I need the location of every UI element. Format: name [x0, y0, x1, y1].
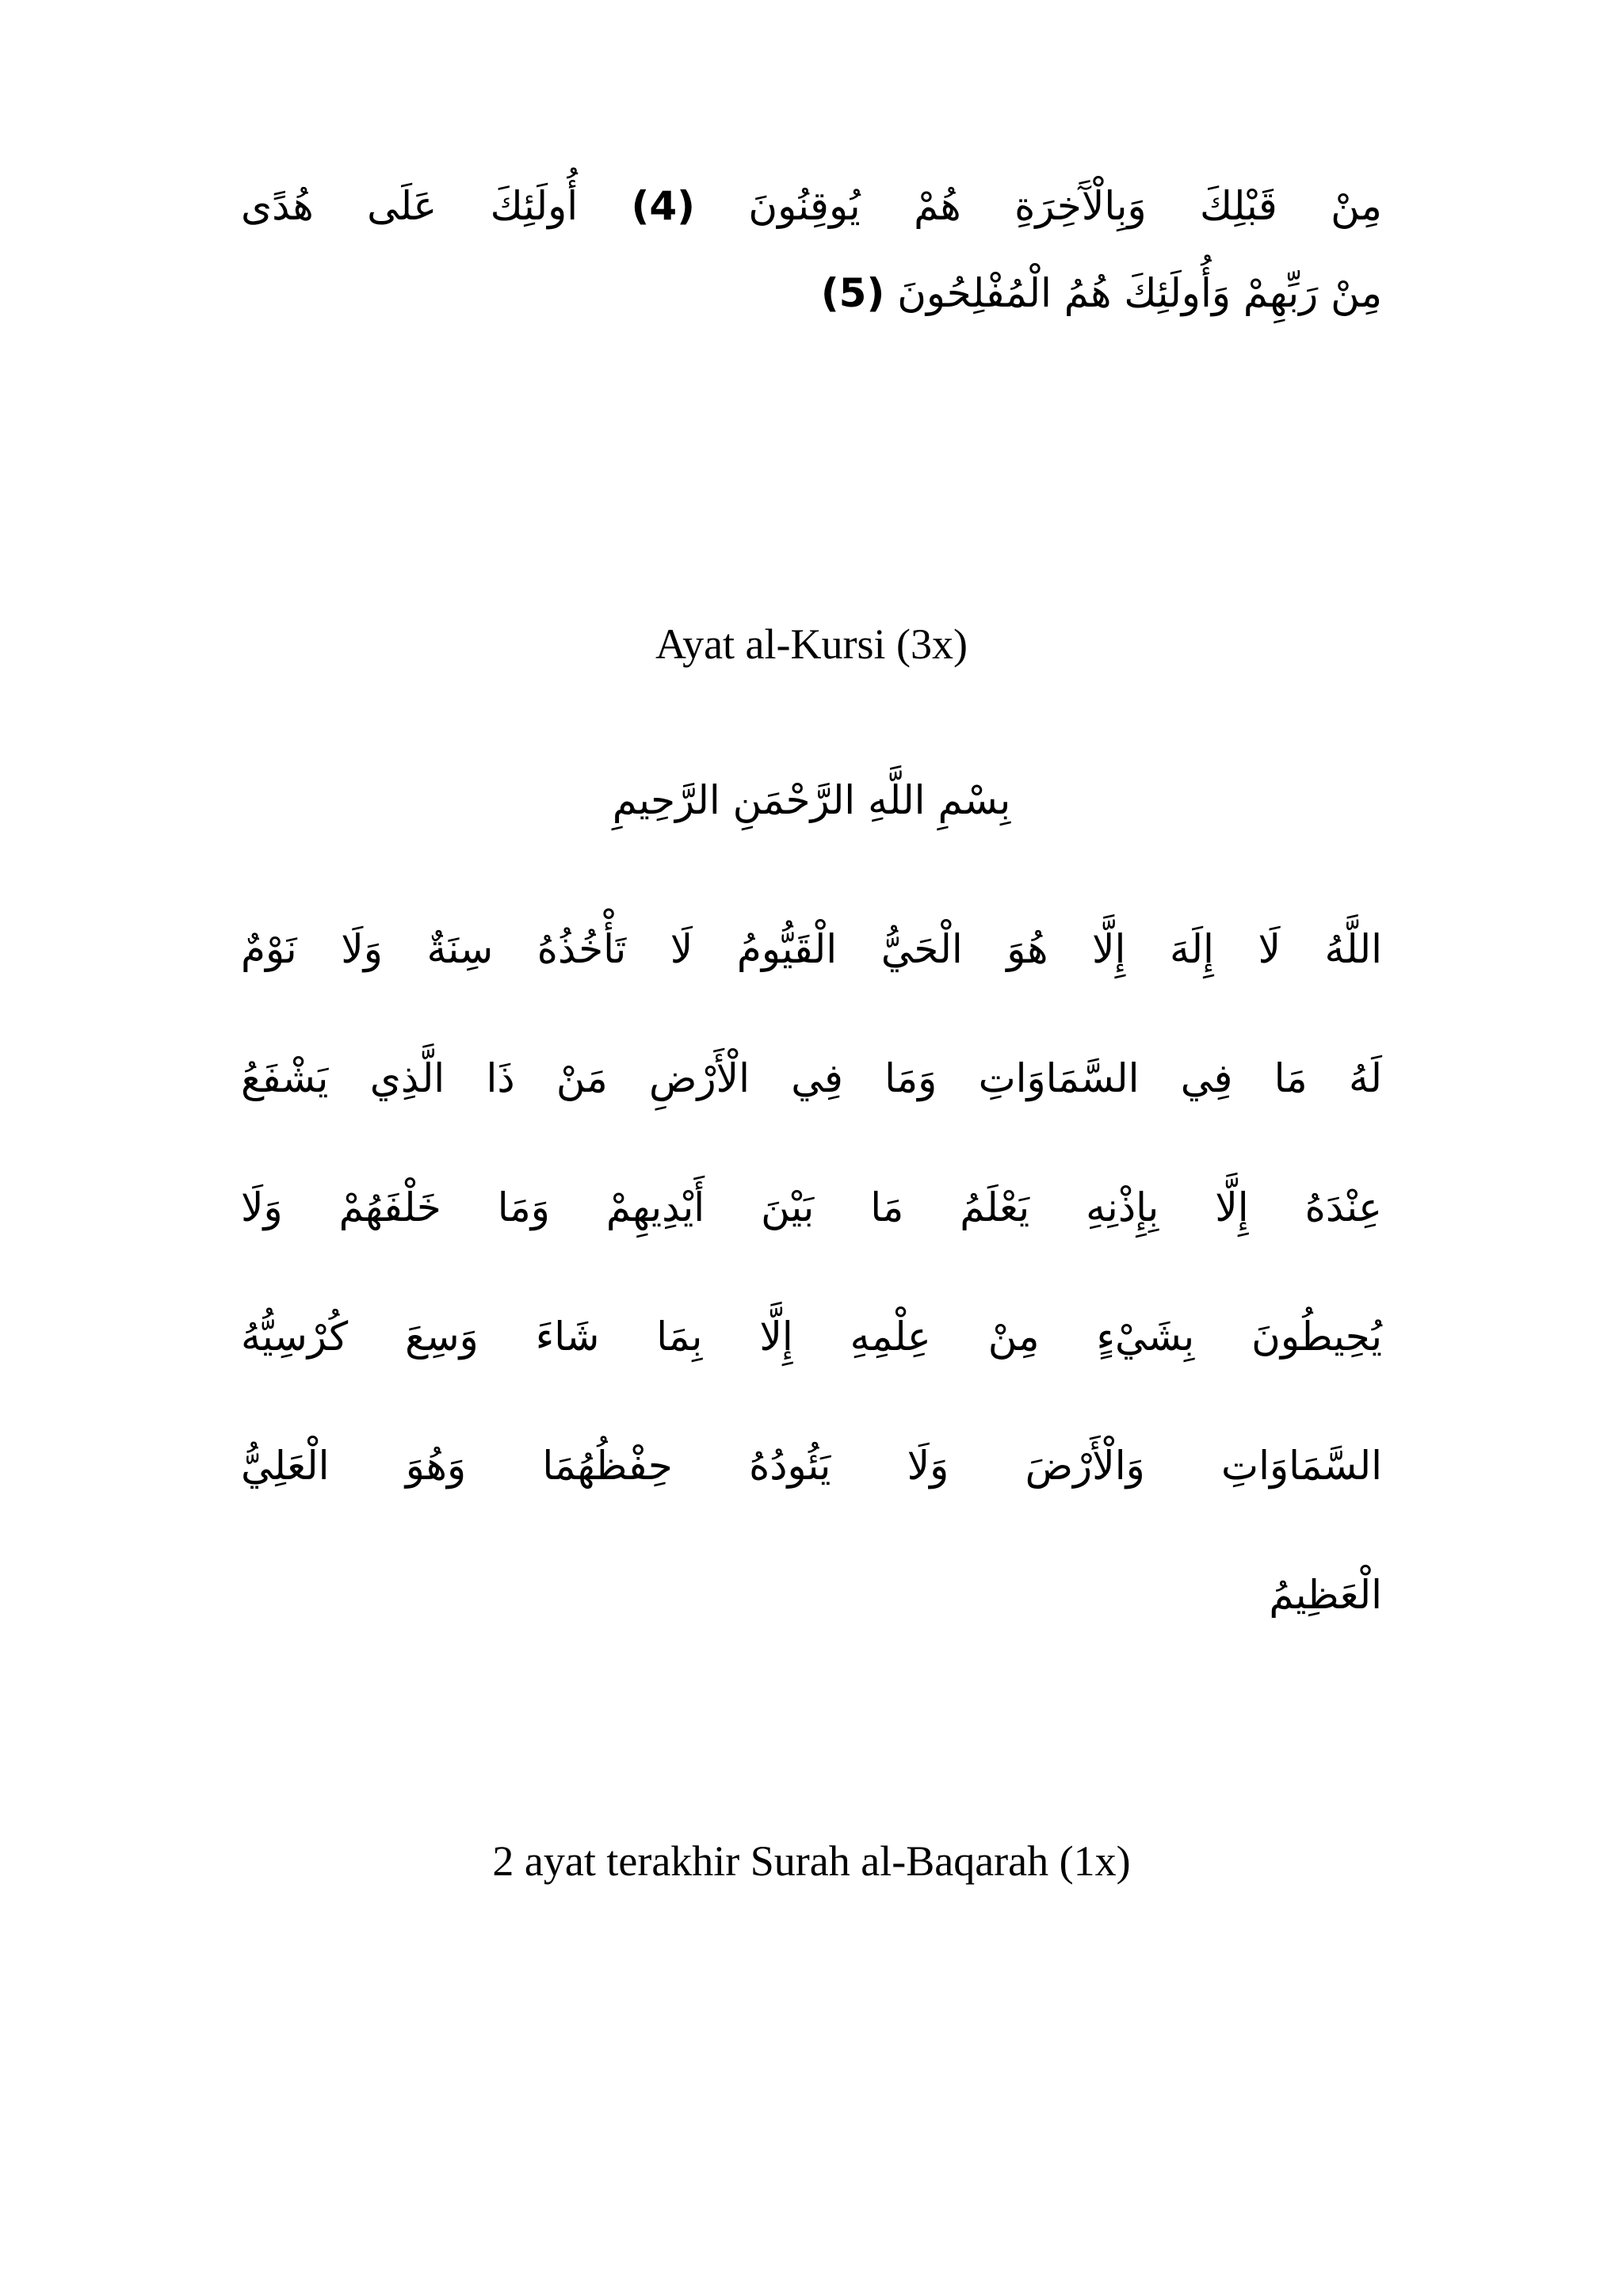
verse-text: مِنْ قَبْلِكَ وَبِالْآَخِرَةِ هُمْ يُوقِنُونَ [695, 183, 1382, 229]
baqarah-verses-block [241, 166, 1382, 341]
verse-line: لَهُ مَا فِي السَّمَاوَاتِ وَمَا فِي الْأَرْضِ مَنْ ذَا الَّذِي يَشْفَعُ [241, 1055, 1382, 1101]
verse-line [241, 166, 1382, 246]
basmala-block [241, 761, 1382, 840]
ayat-kursi-block [241, 910, 1382, 1623]
section-heading-baqarah-last-verses: 2 ayat terakhir Surah al-Baqarah (1x) [492, 1837, 1131, 1885]
verse-text: أُولَئِكَ عَلَى هُدًى [241, 183, 579, 229]
verse-line: اللَّهُ لَا إِلَهَ إِلَّا هُوَ الْحَيُّ الْقَيُّومُ لَا تَأْخُذُهُ سِنَةٌ وَلَا نَوْمٌ [241, 926, 1382, 972]
section-heading-ayat-kursi: Ayat al-Kursi (3x) [655, 620, 968, 668]
ayah-number: (4) [631, 183, 696, 229]
verse-line: الْعَظِيمُ [1269, 1572, 1382, 1618]
verse-line [241, 254, 1382, 333]
verse-line: عِنْدَهُ إِلَّا بِإِذْنِهِ يَعْلَمُ مَا بَيْنَ أَيْدِيهِمْ وَمَا خَلْفَهُمْ وَلَا [241, 1184, 1382, 1230]
verse-text: مِنْ رَبِّهِمْ وَأُولَئِكَ هُمُ الْمُفْلِحُونَ [884, 270, 1382, 316]
verse-line: السَّمَاوَاتِ وَالْأَرْضَ وَلَا يَئُودُهُ حِفْظُهُمَا وَهُوَ الْعَلِيُّ [241, 1443, 1382, 1489]
basmala: بِسْمِ اللَّهِ الرَّحْمَنِ الرَّحِيمِ [612, 777, 1011, 823]
verse-line: يُحِيطُونَ بِشَيْءٍ مِنْ عِلْمِهِ إِلَّا بِمَا شَاءَ وَسِعَ كُرْسِيُّهُ [241, 1314, 1382, 1360]
ayah-number: (5) [820, 270, 885, 316]
